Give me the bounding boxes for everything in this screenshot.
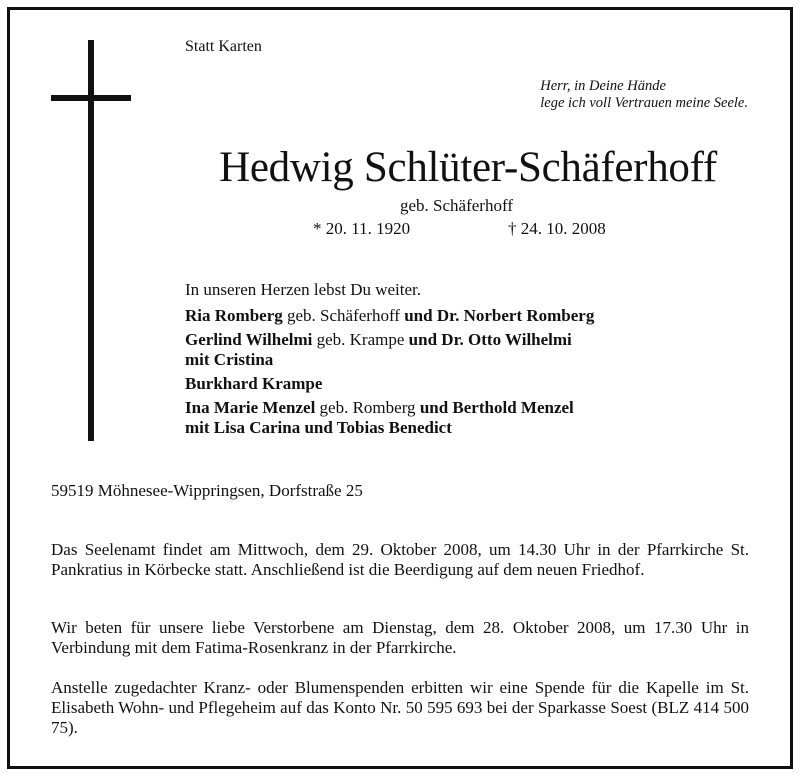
funeral-mass-paragraph: Das Seelenamt findet am Mittwoch, dem 29. Oktober 2008, um 14.30 Uhr in der Pfarrkirche St. Pankratius in Körbecke statt. Anschließend ist die Beerdigung auf dem neuen Friedhof. <box>51 540 749 579</box>
header-note: Statt Karten <box>185 38 262 55</box>
death-date: † 24. 10. 2008 <box>508 219 606 238</box>
family-name-note: geb. Krampe <box>312 330 409 349</box>
family-name-bold: mit Lisa Carina und Tobias Benedict <box>185 418 452 437</box>
donation-paragraph: Anstelle zugedachter Kranz- oder Blumenspenden erbitten wir eine Spende für die Kapelle im St. Elisabeth Wohn- und Pflegeheim auf das Konto Nr. 50 595 693 bei der Sparkasse Soest (BLZ 414 500 75). <box>51 678 749 737</box>
family-name-bold: Ria Romberg <box>185 306 283 325</box>
family-line <box>185 374 594 394</box>
family-entry <box>185 398 594 438</box>
family-name-bold: und Dr. Otto Wilhelmi <box>408 330 572 349</box>
family-name-note: geb. Romberg <box>315 398 420 417</box>
deceased-name: Hedwig Schlüter-Schäferhoff <box>219 144 717 191</box>
family-list <box>185 306 594 442</box>
verse-line: lege ich voll Vertrauen meine Seele. <box>540 95 748 111</box>
family-line <box>185 330 594 350</box>
birth-date: * 20. 11. 1920 <box>313 219 411 238</box>
maiden-name: geb. Schäferhoff <box>400 196 513 215</box>
family-name-bold: Burkhard Krampe <box>185 374 323 393</box>
family-name-bold: Ina Marie Menzel <box>185 398 316 417</box>
family-line <box>185 418 594 438</box>
prayer-paragraph: Wir beten für unsere liebe Verstorbene am Dienstag, dem 28. Oktober 2008, um 17.30 Uhr in Verbindung mit dem Fatima-Rosenkranz in der Pfarrkirche. <box>51 618 749 657</box>
family-entry <box>185 306 594 326</box>
family-line <box>185 306 594 326</box>
family-name-bold: und Dr. Norbert Romberg <box>404 306 595 325</box>
family-line <box>185 398 594 418</box>
verse <box>540 78 748 112</box>
motto: In unseren Herzen lebst Du weiter. <box>185 280 422 299</box>
family-entry <box>185 330 594 370</box>
verse-line: Herr, in Deine Hände <box>540 78 666 94</box>
family-name-bold: Gerlind Wilhelmi <box>185 330 313 349</box>
family-entry <box>185 374 594 394</box>
cross-horizontal-bar <box>51 95 131 101</box>
address: 59519 Möhnesee-Wippringsen, Dorfstraße 25 <box>51 481 363 500</box>
family-name-bold: mit Cristina <box>185 350 274 369</box>
family-name-note: geb. Schäferhoff <box>282 306 405 325</box>
family-line <box>185 350 594 370</box>
family-name-bold: und Berthold Menzel <box>419 398 574 417</box>
